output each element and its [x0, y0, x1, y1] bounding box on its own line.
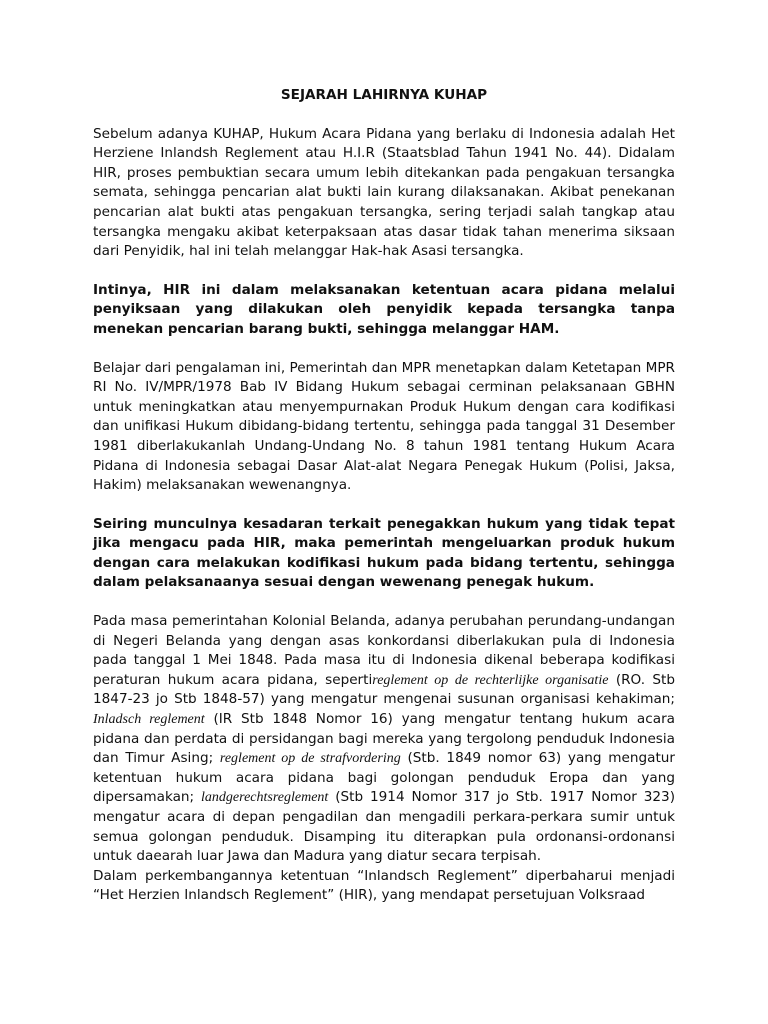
paragraph-5-text-3: (IR Stb 1848 Nomor 16) yang mengatur tentang hukum acara pidana dan perdata di persidangan bagi mereka yang tergolong penduduk Indonesia dan Timur Asing;	[93, 711, 675, 767]
paragraph-1: Sebelum adanya KUHAP, Hukum Acara Pidana yang berlaku di Indonesia adalah Het Herziene Inlandsh Reglement atau H.I.R (Staatsblad Tahun 1941 No. 44). Didalam HIR, proses pembuktian secara umum lebih ditekankan pada pengakuan tersangka semata, sehingga pencarian alat bukti lain kurang dilaksanakan. Akibat penekanan pencarian alat bukti atas pengakuan tersangka, sering terjadi salah tangkap atau tersangka mengaku akibat keterpaksaan atas dasar tidak tahan menerima siksaan dari Penyidik, hal ini telah melanggar Hak-hak Asasi tersangka.	[93, 125, 675, 260]
term-landgerechtsreglement: landgerechtsreglement	[201, 790, 329, 806]
term-reglement-rechterlijke-organisatie: reglement op de rechterlijke organisatie	[372, 672, 609, 688]
document-page	[93, 86, 675, 906]
paragraph-5-text-1: Pada masa pemerintahan Kolonial Belanda, adanya perubahan perundang-undangan di Negeri Belanda yang dengan asas konkordansi diberlakukan pula di Indonesia pada tanggal 1 Mei 1848. Pada masa itu di Indonesia dikenal beberapa kodifikasi peraturan hukum acara pidana, seperti	[93, 613, 675, 688]
paragraph-4-bold: Seiring munculnya kesadaran terkait penegakkan hukum yang tidak tepat jika mengacu pada HIR, maka pemerintah mengeluarkan produk hukum dengan cara melakukan kodifikasi hukum pada bidang tertentu, sehingga dalam pelaksanaanya sesuai dengan wewenang penegak hukum.	[93, 515, 675, 591]
document-title: SEJARAH LAHIRNYA KUHAP	[280, 87, 488, 103]
paragraph-6: Dalam perkembangannya ketentuan “Inlandsch Reglement” diperbaharui menjadi “Het Herzien Inlandsch Reglement” (HIR), yang mendapat persetujuan Volksraad	[93, 867, 675, 904]
paragraph-5-text-4: (Stb. 1849 nomor 63) yang mengatur ketentuan hukum acara pidana bagi golongan penduduk Eropa dan yang dipersamakan;	[93, 750, 675, 806]
paragraph-5	[93, 612, 675, 867]
paragraph-2-bold: Intinya, HIR ini dalam melaksanakan ketentuan acara pidana melalui penyiksaan yang dilakukan oleh penyidik kepada tersangka tanpa menekan pencarian barang bukti, sehingga melanggar HAM.	[93, 281, 675, 337]
paragraph-5-text-2: (RO. Stb 1847-23 jo Stb 1848-57) yang mengatur mengenai susunan organisasi kehakiman;	[93, 671, 675, 708]
term-reglement-strafvordering: reglement op de strafvordering	[219, 751, 401, 767]
paragraph-3: Belajar dari pengalaman ini, Pemerintah dan MPR menetapkan dalam Ketetapan MPR RI No. IV/MPR/1978 Bab IV Bidang Hukum sebagai cerminan pelaksanaan GBHN untuk meningkatkan atau menyempurnakan Produk Hukum dengan cara kodifikasi dan unifikasi Hukum dibidang-bidang tertentu, sehingga pada tanggal 31 Desember 1981 diberlakukanlah Undang-Undang No. 8 tahun 1981 tentang Hukum Acara Pidana di Indonesia sebagai Dasar Alat-alat Negara Penegak Hukum (Polisi, Jaksa, Hakim) melaksanakan wewenangnya.	[93, 359, 675, 494]
term-inladsch-reglement: Inladsch reglement	[93, 712, 205, 728]
paragraph-5-text-5: (Stb 1914 Nomor 317 jo Stb. 1917 Nomor 323) mengatur acara di depan pengadilan dan mengadili perkara-perkara sumir untuk semua golongan penduduk. Disamping itu diterapkan pula ordonansi-ordonansi untuk daearah luar Jawa dan Madura yang diatur secara terpisah.	[93, 789, 676, 865]
